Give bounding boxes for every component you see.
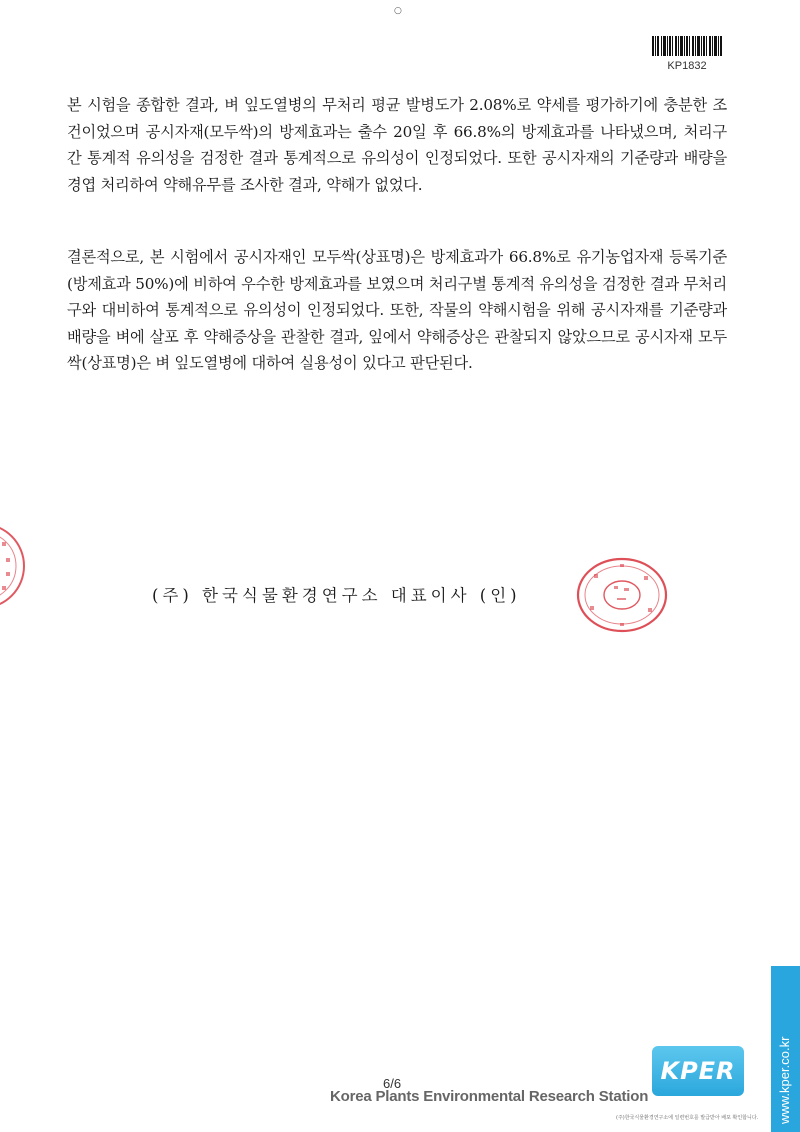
company-seal — [574, 556, 670, 634]
perforation-seal — [0, 520, 28, 612]
website-url: www.kper.co.kr — [777, 1036, 792, 1124]
barcode — [652, 36, 722, 72]
page-number: 6/6 — [383, 1076, 402, 1091]
summary-paragraph: 본 시험을 종합한 결과, 벼 잎도열병의 무처리 평균 발병도가 2.08%로 약세를 평가하기에 충분한 조건이었으며 공시자재(모두싹)의 방제효과는 출수 20일 후 66.8%의 방제효과를 나타냈으며, 처리구 간 통계적 유의성을 검정한 결과 통계적으로 유의성이 인정되었다. 또한 공시자재의 기준량과 배량을 경엽 처리하여 약해유무를 조사한 결과, 약해가 없었다. — [67, 96, 727, 194]
barcode-code: KP1832 — [667, 60, 707, 72]
top-mark: ○ — [394, 6, 402, 16]
conclusion-paragraph: 결론적으로, 본 시험에서 공시자재인 모두싹(상표명)은 방제효과가 66.8%로 유기농업자재 등록기준(방제효과 50%)에 비하여 우수한 방제효과를 보였으며 처리구별 통계적 유의성을 검정한 결과 무처리구와 대비하여 통계적으로 유의성이 인정되었다. 또한, 작물의 약해시험을 위해 공시자재를 기준량과 배량을 벼에 살포 후 약해증상을 관찰한 결과, 잎에서 약해증상은 관찰되지 않았으므로 공시자재 모두싹(상표명)은 벼 잎도열병에 대하여 실용성이 있다고 판단된다. — [67, 248, 727, 373]
barcode-graphic — [652, 36, 722, 56]
signature-line: (주) 한국식물환경연구소 대표이사 (인) — [152, 586, 521, 605]
kper-logo — [652, 1046, 744, 1096]
logo-text: KPER — [660, 1057, 736, 1085]
footer-fine-print: (주)한국식물환경연구소에 일련번호를 발급받아 배포 확인합니다. — [616, 1115, 759, 1121]
organization-name: Korea Plants Environmental Research Station — [330, 1088, 649, 1105]
